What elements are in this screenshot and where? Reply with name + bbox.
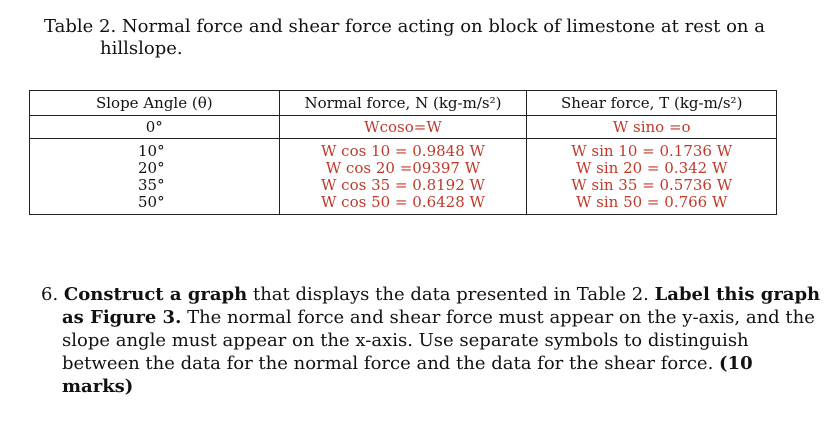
- force-table: [29, 90, 777, 215]
- question-marks: (10 marks): [62, 353, 753, 397]
- normal-value: W cos 20 =09397 W: [325, 159, 481, 177]
- question-6: [41, 283, 822, 398]
- angle-list: [138, 143, 165, 211]
- normal-value: W cos 35 = 0.8192 W: [320, 176, 485, 194]
- question-number: 6.: [41, 284, 64, 305]
- table-header-row: [30, 91, 777, 116]
- question-text-1: that displays the data presented in Table 2.: [247, 284, 655, 305]
- shear-value: W sin 20 = 0.342 W: [575, 159, 728, 177]
- table-row-values: [30, 139, 777, 215]
- caption-line-2: hillslope.: [100, 38, 183, 59]
- angle-value: 20°: [137, 159, 165, 177]
- shear-value: W sin 35 = 0.5736 W: [571, 176, 733, 194]
- shear-cell-0: W sino =o: [527, 116, 777, 139]
- header-slope-angle: Slope Angle (θ): [30, 91, 280, 116]
- shear-value: W sin 50 = 0.766 W: [575, 193, 728, 211]
- angle-cell-group: [30, 139, 280, 215]
- angle-value: 50°: [137, 193, 165, 211]
- normal-cell-group: [279, 139, 527, 215]
- shear-value: W sin 10 = 0.1736 W: [571, 142, 733, 160]
- table-caption: [44, 16, 784, 60]
- header-shear-force: Shear force, T (kg-m/s²): [527, 91, 777, 116]
- question-bold-label: Label this graph as Figure 3.: [62, 284, 821, 328]
- table-row-zero: [30, 116, 777, 139]
- angle-value: 35°: [137, 176, 165, 194]
- angle-value: 10°: [137, 142, 165, 160]
- question-bold-construct: Construct a graph: [63, 284, 248, 305]
- normal-value: W cos 50 = 0.6428 W: [320, 193, 485, 211]
- shear-cell-group: [527, 139, 777, 215]
- question-text-2: The normal force and shear force must appear on the y-axis, and the slope angle must appear on the x-axis. Use separate symbols to distinguish between the data for the normal force and the data for the shear force.: [62, 307, 815, 374]
- normal-cell-0: Wcoso=W: [279, 116, 527, 139]
- header-normal-force: Normal force, N (kg-m/s²): [279, 91, 527, 116]
- caption-line-1: Table 2. Normal force and shear force acting on block of limestone at rest on a: [44, 16, 765, 37]
- normal-value: W cos 10 = 0.9848 W: [320, 142, 485, 160]
- angle-cell-0: 0°: [30, 116, 280, 139]
